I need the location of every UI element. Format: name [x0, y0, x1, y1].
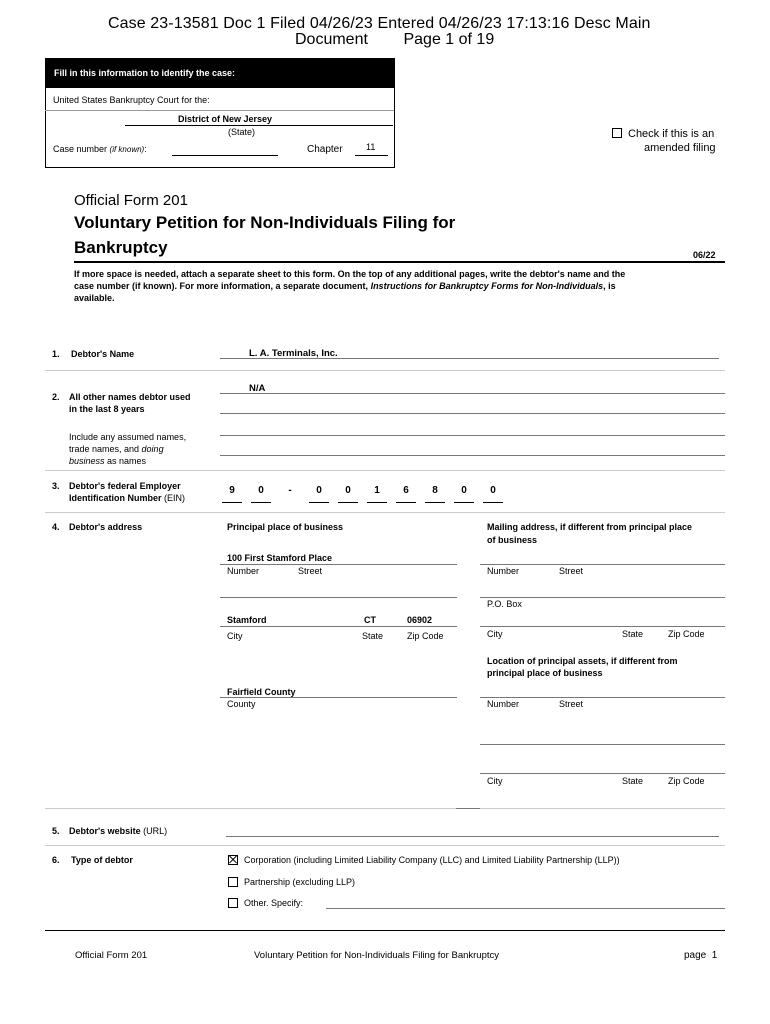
- chapter-label: Chapter: [307, 144, 343, 155]
- mailing-pobox-label: P.O. Box: [487, 599, 522, 609]
- location-number-label: Number: [487, 699, 520, 709]
- corporation-checkbox[interactable]: [228, 855, 238, 865]
- other-names-field-2[interactable]: [220, 413, 725, 414]
- debtor-name-value: L. A. Terminals, Inc.: [249, 348, 338, 359]
- mailing-heading-line1: Mailing address, if different from principal place: [487, 522, 693, 532]
- chapter-value: 11: [366, 142, 376, 152]
- other-names-field-1[interactable]: [220, 393, 725, 394]
- court-label-divider: [45, 110, 394, 111]
- other-checkbox[interactable]: [228, 898, 238, 908]
- debtor-name-field[interactable]: [220, 358, 719, 359]
- location-city-label: City: [487, 776, 503, 786]
- principal-city-value: Stamford: [227, 615, 267, 625]
- court-header-line1: Case 23-13581 Doc 1 Filed 04/26/23 Entered 04/26/23 17:13:16 Desc Main: [108, 15, 651, 32]
- amended-checkbox[interactable]: [612, 128, 622, 138]
- amended-checkbox-row[interactable]: [612, 128, 714, 140]
- website-field[interactable]: [226, 836, 719, 837]
- form-title-line1: Voluntary Petition for Non-Individuals Filing for: [74, 213, 456, 232]
- principal-number-label: Number: [227, 566, 260, 576]
- state-label: (State): [228, 127, 256, 137]
- location-heading-line1: Location of principal assets, if different from: [487, 656, 678, 666]
- location-street-field-2[interactable]: [480, 744, 725, 745]
- mailing-street-field[interactable]: [480, 564, 725, 565]
- principal-street-field[interactable]: [220, 564, 457, 565]
- form-title-line2: Bankruptcy: [74, 238, 168, 257]
- q2-divider: [45, 470, 725, 471]
- ein-digit[interactable]: 0: [483, 484, 503, 503]
- county-field[interactable]: [220, 697, 457, 698]
- instructions-doc-title: Instructions for Bankruptcy Forms for Non-Individuals: [370, 281, 604, 291]
- county-label: County: [227, 699, 256, 709]
- q4-center-mark: [456, 808, 480, 809]
- other-names-field-4[interactable]: [220, 455, 725, 456]
- chapter-line: [355, 155, 388, 156]
- instructions: [74, 268, 724, 304]
- partnership-checkbox[interactable]: [228, 877, 238, 887]
- case-number-label: [53, 144, 147, 154]
- ein-digit[interactable]: 6: [396, 484, 416, 503]
- q3-label-line2: [69, 493, 185, 503]
- county-value: Fairfield County: [227, 687, 296, 697]
- q2-number: 2.: [52, 392, 60, 402]
- q2-label-line1: All other names debtor used: [69, 392, 191, 402]
- ein-separator: -: [288, 485, 292, 496]
- other-label: Other. Specify:: [244, 898, 304, 908]
- mailing-city-label: City: [487, 629, 503, 639]
- corporation-label: Corporation (including Limited Liability Company (LLC) and Limited Liability Partnership (LLP)): [244, 855, 620, 865]
- case-id-box-title: Fill in this information to identify the case:: [46, 59, 394, 88]
- location-city-field[interactable]: [480, 773, 725, 774]
- instructions-line1: If more space is needed, attach a separate sheet to this form. On the top of any additional pages, write the debtor's name and the: [74, 269, 626, 279]
- ein-field[interactable]: [222, 484, 512, 506]
- q2-help-line2-text: trade names, and: [69, 444, 142, 454]
- district-line: [125, 125, 393, 126]
- instructions-line2: [74, 280, 724, 292]
- mailing-pobox-field[interactable]: [480, 597, 725, 598]
- ein-digit[interactable]: 0: [338, 484, 358, 503]
- q6-number: 6.: [52, 855, 60, 865]
- ein-digit[interactable]: 9: [222, 484, 242, 503]
- other-specify-field[interactable]: [326, 908, 725, 909]
- principal-street-label: Street: [298, 566, 323, 576]
- principal-state-label: State: [362, 631, 384, 641]
- q1-label: Debtor's Name: [71, 349, 135, 359]
- form-version: 06/22: [693, 250, 716, 260]
- mailing-state-label: State: [622, 629, 644, 639]
- q4-divider: [45, 808, 725, 809]
- q1-divider: [45, 370, 725, 371]
- mailing-zip-label: Zip Code: [668, 629, 705, 639]
- principal-city-field[interactable]: [220, 626, 457, 627]
- mailing-city-field[interactable]: [480, 626, 725, 627]
- footer-rule: [45, 930, 725, 931]
- q1-number: 1.: [52, 349, 60, 359]
- case-number-label-text: Case number: [53, 144, 108, 154]
- mailing-street-label: Street: [559, 566, 584, 576]
- q5-divider: [45, 845, 725, 846]
- footer-form: Official Form 201: [75, 950, 148, 961]
- partnership-label: Partnership (excluding LLP): [244, 877, 356, 887]
- q2-help-line3-italic: business: [69, 456, 105, 466]
- ein-digit[interactable]: 1: [367, 484, 387, 503]
- mailing-heading-line2: of business: [487, 535, 538, 545]
- principal-city-label: City: [227, 631, 243, 641]
- ein-digit[interactable]: 0: [454, 484, 474, 503]
- court-header-line2: Document Page 1 of 19: [295, 31, 495, 48]
- location-street-label: Street: [559, 699, 584, 709]
- district-value: District of New Jersey: [178, 114, 273, 124]
- principal-zip-label: Zip Code: [407, 631, 444, 641]
- q6-label: Type of debtor: [71, 855, 133, 865]
- q5-label: [69, 826, 167, 836]
- debtor-type-partnership[interactable]: [228, 877, 355, 888]
- ein-digit[interactable]: 8: [425, 484, 445, 503]
- other-names-value: N/A: [249, 383, 266, 394]
- case-number-field[interactable]: [172, 155, 278, 156]
- q3-divider: [45, 512, 725, 513]
- official-form-label: Official Form 201: [74, 192, 188, 209]
- location-state-label: State: [622, 776, 644, 786]
- q2-help-line2-italic: doing: [141, 444, 164, 454]
- location-heading-line2: principal place of business: [487, 668, 603, 678]
- q4-label: Debtor's address: [69, 522, 143, 532]
- principal-street-value: 100 First Stamford Place: [227, 553, 333, 563]
- amended-label-2: amended filing: [644, 142, 716, 154]
- other-names-field-3[interactable]: [220, 435, 725, 436]
- footer-title: Voluntary Petition for Non-Individuals Filing for Bankruptcy: [254, 950, 500, 961]
- instructions-line2a: case number (if known). For more information, a separate document,: [74, 281, 371, 291]
- q3-label-line1: Debtor's federal Employer: [69, 481, 181, 491]
- case-number-hint: (if known): [109, 145, 145, 154]
- q4-number: 4.: [52, 522, 60, 532]
- mailing-number-label: Number: [487, 566, 520, 576]
- debtor-type-other[interactable]: [228, 898, 303, 909]
- q3-number: 3.: [52, 481, 60, 491]
- instructions-line2c: , is: [603, 281, 616, 291]
- instructions-line3: available.: [74, 293, 115, 303]
- amended-label-1: Check if this is an: [628, 128, 715, 140]
- q5-label-paren: (URL): [143, 826, 168, 836]
- title-rule: [74, 261, 725, 263]
- principal-heading: Principal place of business: [227, 522, 344, 532]
- q5-label-text: Debtor's website: [69, 826, 144, 836]
- case-number-colon: :: [144, 144, 147, 154]
- q2-help-line1: Include any assumed names,: [69, 432, 187, 442]
- location-street-field[interactable]: [480, 697, 725, 698]
- q3-label-line2a: Identification Number: [69, 493, 165, 503]
- q2-help-line2: [69, 444, 164, 454]
- principal-zip-value: 06902: [407, 615, 433, 625]
- location-zip-label: Zip Code: [668, 776, 705, 786]
- q2-label-line2: in the last 8 years: [69, 404, 145, 414]
- ein-digit[interactable]: 0: [309, 484, 329, 503]
- principal-state-value: CT: [364, 615, 376, 625]
- q5-number: 5.: [52, 826, 60, 836]
- q2-help-line3-text: as names: [104, 456, 147, 466]
- court-label: United States Bankruptcy Court for the:: [53, 95, 210, 105]
- q2-help-line3: [69, 456, 146, 466]
- footer-page: page 1: [684, 950, 718, 961]
- ein-digit[interactable]: 0: [251, 484, 271, 503]
- q3-label-line2b: (EIN): [164, 493, 186, 503]
- debtor-type-corporation[interactable]: [228, 855, 620, 866]
- principal-street-field-2[interactable]: [220, 597, 457, 598]
